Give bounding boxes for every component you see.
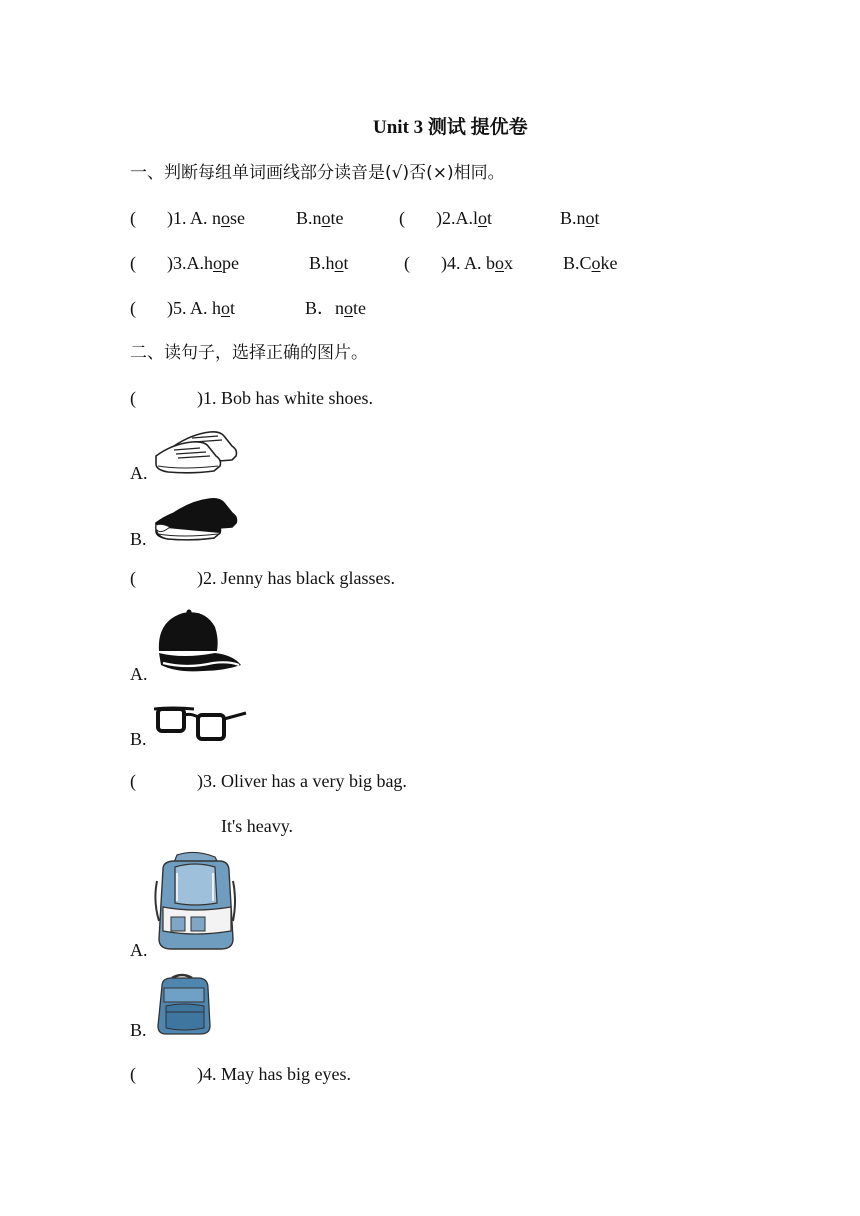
word-part: l bbox=[473, 208, 479, 228]
option-b-label: B. bbox=[130, 529, 147, 549]
answer-bracket: ( bbox=[130, 568, 136, 588]
white-shoes-image bbox=[152, 426, 240, 476]
question-1-1-option-b bbox=[296, 207, 344, 229]
question-2-1-text: )1. Bob has white shoes. bbox=[197, 388, 373, 408]
answer-bracket: ( bbox=[130, 1064, 136, 1084]
question-1-2-options bbox=[436, 207, 492, 229]
answer-bracket: ( bbox=[130, 388, 136, 408]
answer-bracket: ( bbox=[399, 208, 405, 228]
option-b-label: B. bbox=[130, 729, 147, 749]
question-label: )1. A. bbox=[167, 208, 212, 228]
answer-bracket: ( bbox=[130, 771, 136, 791]
section2-heading: 二、读句子，选择正确的图片。 bbox=[130, 343, 368, 363]
small-backpack-image bbox=[154, 972, 212, 1036]
question-2-4-text: )4. May has big eyes. bbox=[197, 1064, 351, 1084]
question-1-4 bbox=[404, 252, 410, 274]
word-part: b bbox=[486, 253, 495, 273]
question-1-3-options bbox=[167, 252, 239, 274]
section1-heading: 一、判断每组单词画线部分读音是(√)否(×)相同。 bbox=[130, 163, 505, 183]
underlined-letter: o bbox=[344, 298, 354, 318]
word-part: te bbox=[353, 298, 367, 318]
question-1-3 bbox=[130, 252, 136, 274]
word-part: t bbox=[230, 298, 236, 318]
question-label: )2.A. bbox=[436, 208, 473, 228]
word-part: te bbox=[330, 208, 344, 228]
word-part: h bbox=[212, 298, 221, 318]
answer-bracket: ( bbox=[130, 298, 136, 318]
underlined-letter: o bbox=[495, 253, 504, 273]
question-1-2 bbox=[399, 207, 405, 229]
word-part: t bbox=[487, 208, 493, 228]
question-1-1-options bbox=[167, 207, 245, 229]
question-1-5 bbox=[130, 297, 136, 319]
question-label: )5. A. bbox=[167, 298, 212, 318]
black-cap-image bbox=[153, 607, 245, 679]
word-part: B．n bbox=[305, 298, 345, 318]
word-part: B.h bbox=[309, 253, 335, 273]
question-1-5-options bbox=[167, 297, 235, 319]
word-part: n bbox=[212, 208, 221, 228]
question-2-3-text: )3. Oliver has a very big bag. bbox=[197, 771, 407, 791]
question-label: )4. A. bbox=[441, 253, 486, 273]
word-part: t bbox=[594, 208, 600, 228]
underlined-letter: o bbox=[221, 208, 230, 228]
question-label: )3.A. bbox=[167, 253, 204, 273]
underlined-letter: o bbox=[221, 298, 230, 318]
word-part: se bbox=[230, 208, 245, 228]
underlined-letter: o bbox=[585, 208, 595, 228]
word-part: B.C bbox=[563, 253, 592, 273]
word-part: B.n bbox=[296, 208, 322, 228]
underlined-letter: o bbox=[213, 253, 222, 273]
question-1-2-option-b bbox=[560, 207, 600, 229]
option-a-label: A. bbox=[130, 664, 148, 684]
option-b-label: B. bbox=[130, 1020, 147, 1040]
underlined-letter: o bbox=[591, 253, 601, 273]
word-part: h bbox=[204, 253, 213, 273]
page-title: Unit 3 测试 提优卷 bbox=[373, 117, 528, 138]
option-a-label: A. bbox=[130, 463, 148, 483]
word-part: ke bbox=[600, 253, 618, 273]
answer-bracket: ( bbox=[130, 253, 136, 273]
question-1-3-option-b bbox=[309, 252, 349, 274]
question-1-1 bbox=[130, 207, 136, 229]
option-a-label: A. bbox=[130, 940, 148, 960]
word-part: B.n bbox=[560, 208, 586, 228]
underlined-letter: o bbox=[321, 208, 331, 228]
word-part: pe bbox=[222, 253, 239, 273]
word-part: x bbox=[504, 253, 513, 273]
question-1-5-option-b bbox=[305, 297, 366, 319]
question-2-3-text-line2: It's heavy. bbox=[221, 816, 294, 836]
underlined-letter: o bbox=[334, 253, 344, 273]
question-2-2-text: )2. Jenny has black glasses. bbox=[197, 568, 395, 588]
answer-bracket: ( bbox=[130, 208, 136, 228]
black-shoes-image bbox=[152, 493, 240, 543]
big-backpack-image bbox=[153, 851, 237, 953]
black-glasses-image bbox=[152, 703, 248, 745]
question-1-4-option-b bbox=[563, 252, 618, 274]
underlined-letter: o bbox=[478, 208, 488, 228]
answer-bracket: ( bbox=[404, 253, 410, 273]
word-part: t bbox=[343, 253, 349, 273]
question-1-4-options bbox=[441, 252, 513, 274]
